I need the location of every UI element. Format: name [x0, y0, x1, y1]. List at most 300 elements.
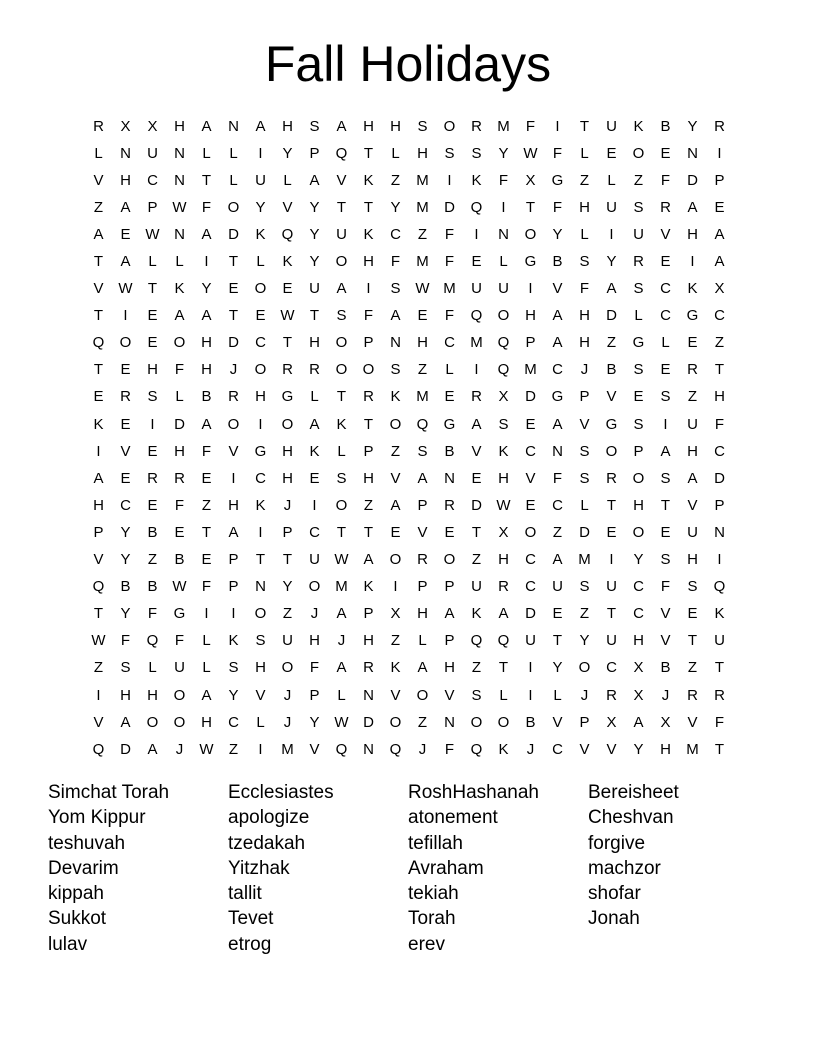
grid-letter: A [255, 117, 266, 135]
grid-letter: S [579, 578, 590, 596]
grid-letter: J [661, 686, 670, 704]
grid-letter: V [228, 442, 239, 460]
grid-letter: R [93, 117, 104, 135]
grid-letter: P [363, 605, 374, 623]
grid-letter: N [498, 225, 509, 243]
grid-letter: Y [309, 225, 320, 243]
grid-letter: A [714, 253, 725, 271]
grid-letter: M [524, 361, 537, 379]
grid-letter: X [498, 388, 509, 406]
grid-row [85, 601, 733, 628]
word-list-item: Simchat Torah [48, 782, 170, 803]
grid-letter: P [444, 578, 455, 596]
grid-row [85, 736, 733, 763]
grid-letter: D [714, 469, 725, 487]
grid-letter: Q [470, 198, 483, 216]
grid-letter: G [524, 253, 537, 271]
grid-letter: K [282, 253, 293, 271]
grid-letter: I [204, 605, 209, 623]
grid-letter: D [228, 225, 239, 243]
grid-letter: L [229, 171, 238, 189]
grid-row [85, 113, 733, 140]
grid-letter: H [282, 442, 293, 460]
grid-row [85, 492, 733, 519]
grid-letter: U [633, 225, 644, 243]
grid-row [85, 384, 733, 411]
grid-letter: R [606, 686, 617, 704]
grid-letter: L [229, 144, 238, 162]
grid-letter: O [578, 659, 591, 677]
grid-letter: E [93, 388, 104, 406]
grid-letter: W [334, 551, 349, 569]
grid-letter: B [444, 442, 455, 460]
grid-row [85, 465, 733, 492]
word-list-item: Avraham [408, 857, 484, 879]
grid-letter: R [606, 469, 617, 487]
grid-row [85, 519, 733, 546]
grid-letter: L [580, 225, 589, 243]
grid-letter: O [524, 523, 537, 541]
grid-row [85, 303, 733, 330]
grid-letter: R [120, 388, 131, 406]
grid-letter: O [254, 280, 267, 298]
grid-letter: J [310, 605, 319, 623]
grid-letter: E [120, 361, 131, 379]
grid-letter: X [714, 280, 725, 298]
grid-letter: S [390, 280, 401, 298]
grid-letter: H [363, 469, 374, 487]
grid-letter: A [471, 415, 482, 433]
grid-letter: Z [579, 171, 590, 189]
grid-letter: O [335, 334, 348, 352]
grid-letter: Q [389, 740, 402, 758]
grid-letter: E [255, 307, 266, 325]
grid-letter: A [309, 415, 320, 433]
grid-letter: H [120, 686, 131, 704]
grid-letter: Z [417, 225, 428, 243]
grid-letter: Y [579, 632, 590, 650]
grid-letter: V [390, 469, 401, 487]
grid-letter: W [172, 198, 187, 216]
grid-letter: F [714, 415, 725, 433]
grid-letter: D [120, 740, 131, 758]
grid-letter: V [309, 740, 320, 758]
grid-letter: N [444, 713, 455, 731]
grid-letter: G [551, 171, 564, 189]
grid-letter: E [714, 198, 725, 216]
grid-letter: A [201, 307, 212, 325]
grid-letter: T [498, 659, 509, 677]
grid-letter: G [443, 415, 456, 433]
grid-letter: C [660, 307, 671, 325]
grid-letter: U [282, 632, 293, 650]
grid-letter: T [201, 523, 212, 541]
grid-letter: X [633, 659, 644, 677]
grid-letter: P [147, 198, 158, 216]
grid-letter: F [444, 253, 455, 271]
grid-letter: P [714, 496, 725, 514]
grid-letter: L [175, 388, 184, 406]
grid-letter: P [525, 334, 536, 352]
grid-letter: Q [281, 225, 294, 243]
grid-letter: T [363, 198, 374, 216]
grid-letter: E [147, 442, 158, 460]
grid-letter: E [417, 307, 428, 325]
grid-letter: V [93, 280, 104, 298]
grid-letter: E [120, 415, 131, 433]
grid-letter: H [498, 469, 509, 487]
grid-letter: V [579, 740, 590, 758]
grid-letter: F [444, 740, 455, 758]
word-list-item: atonement [408, 807, 498, 829]
grid-letter: F [201, 578, 212, 596]
grid-letter: T [255, 551, 266, 569]
grid-letter: F [579, 280, 590, 298]
word-list-item: Sukkot [48, 908, 107, 930]
grid-letter: M [497, 117, 510, 135]
word-list-item: tekiah [408, 883, 459, 905]
grid-letter: O [443, 117, 456, 135]
grid-letter: J [283, 496, 292, 514]
grid-letter: O [524, 225, 537, 243]
grid-letter: P [579, 388, 590, 406]
word-list-item: RoshHashanah [408, 782, 539, 803]
grid-letter: C [525, 578, 536, 596]
grid-letter: Z [606, 334, 617, 352]
grid-letter: Q [92, 578, 105, 596]
grid-letter: I [258, 144, 263, 162]
grid-letter: I [393, 578, 398, 596]
grid-letter: S [633, 198, 644, 216]
grid-letter: Q [497, 361, 510, 379]
grid-letter: Y [552, 659, 563, 677]
grid-letter: N [714, 523, 725, 541]
grid-letter: H [525, 307, 536, 325]
grid-letter: S [633, 361, 644, 379]
grid-letter: F [363, 307, 374, 325]
grid-letter: T [660, 496, 671, 514]
grid-letter: S [660, 388, 671, 406]
grid-letter: O [119, 334, 132, 352]
grid-letter: K [363, 171, 374, 189]
grid-letter: R [228, 388, 239, 406]
grid-letter: A [120, 198, 131, 216]
grid-letter: A [417, 659, 428, 677]
grid-letter: R [471, 388, 482, 406]
grid-letter: R [444, 496, 455, 514]
grid-letter: S [471, 686, 482, 704]
grid-letter: S [255, 632, 266, 650]
grid-letter: S [633, 415, 644, 433]
grid-letter: L [175, 253, 184, 271]
grid-letter: E [633, 388, 644, 406]
grid-letter: E [606, 523, 617, 541]
grid-letter: T [606, 496, 617, 514]
grid-letter: Y [309, 713, 320, 731]
grid-letter: H [309, 632, 320, 650]
grid-letter: J [418, 740, 427, 758]
grid-letter: R [471, 117, 482, 135]
grid-letter: U [606, 198, 617, 216]
grid-letter: R [417, 551, 428, 569]
grid-letter: H [282, 117, 293, 135]
grid-letter: E [120, 225, 131, 243]
grid-letter: K [363, 225, 374, 243]
grid-letter: E [120, 469, 131, 487]
grid-letter: R [147, 469, 158, 487]
grid-letter: P [363, 334, 374, 352]
grid-letter: L [418, 632, 427, 650]
word-list-item: tzedakah [228, 832, 306, 854]
grid-letter: C [120, 496, 131, 514]
grid-letter: O [281, 415, 294, 433]
grid-letter: V [93, 713, 104, 731]
grid-letter: A [147, 740, 158, 758]
grid-letter: F [552, 469, 563, 487]
grid-letter: L [499, 686, 508, 704]
grid-letter: A [552, 551, 563, 569]
grid-letter: C [714, 442, 725, 460]
grid-letter: A [444, 605, 455, 623]
grid-letter: T [228, 253, 239, 271]
grid-letter: G [551, 388, 564, 406]
grid-letter: L [499, 253, 508, 271]
grid-letter: U [147, 144, 158, 162]
grid-letter: V [417, 523, 428, 541]
grid-letter: L [634, 307, 643, 325]
grid-letter: J [580, 686, 589, 704]
grid-letter: A [228, 523, 239, 541]
grid-letter: N [363, 686, 374, 704]
grid-letter: K [336, 415, 347, 433]
grid-letter: E [309, 469, 320, 487]
grid-letter: Y [498, 144, 509, 162]
grid-letter: K [363, 578, 374, 596]
grid-letter: H [579, 198, 590, 216]
grid-row [85, 248, 733, 275]
grid-letter: I [528, 686, 533, 704]
grid-letter: L [607, 171, 616, 189]
grid-letter: V [471, 442, 482, 460]
grid-letter: R [363, 388, 374, 406]
grid-letter: K [255, 496, 266, 514]
grid-letter: T [147, 280, 158, 298]
grid-letter: F [309, 659, 320, 677]
grid-letter: T [93, 307, 104, 325]
grid-letter: A [336, 280, 347, 298]
grid-letter: E [660, 523, 671, 541]
grid-letter: S [417, 442, 428, 460]
grid-letter: C [633, 605, 644, 623]
grid-letter: W [145, 225, 160, 243]
grid-letter: T [714, 361, 725, 379]
grid-letter: K [93, 415, 104, 433]
grid-letter: T [282, 334, 293, 352]
grid-letter: K [498, 740, 509, 758]
grid-letter: G [173, 605, 186, 623]
grid-letter: T [309, 307, 320, 325]
grid-letter: H [687, 551, 698, 569]
grid-letter: I [555, 117, 560, 135]
grid-letter: O [254, 361, 267, 379]
grid-letter: I [528, 659, 533, 677]
grid-letter: C [714, 307, 725, 325]
grid-letter: Y [309, 253, 320, 271]
grid-letter: Y [687, 117, 698, 135]
grid-letter: Y [282, 144, 293, 162]
grid-letter: H [201, 334, 212, 352]
grid-letter: G [281, 388, 294, 406]
grid-letter: A [363, 551, 374, 569]
word-list-item: Bereisheet [588, 782, 679, 803]
grid-letter: O [443, 551, 456, 569]
grid-letter: S [390, 361, 401, 379]
grid-letter: W [523, 144, 538, 162]
grid-letter: E [687, 605, 698, 623]
grid-letter: E [552, 605, 563, 623]
word-list-item: Tevet [228, 908, 274, 930]
grid-letter: F [444, 225, 455, 243]
grid-letter: T [93, 361, 104, 379]
word-list-item: Torah [408, 908, 456, 930]
grid-letter: O [389, 551, 402, 569]
grid-letter: F [390, 253, 401, 271]
grid-letter: S [633, 280, 644, 298]
grid-letter: I [123, 307, 128, 325]
grid-letter: M [281, 740, 294, 758]
grid-letter: Q [497, 632, 510, 650]
grid-letter: S [417, 117, 428, 135]
grid-letter: A [390, 307, 401, 325]
grid-row [85, 276, 733, 303]
grid-letter: H [714, 388, 725, 406]
grid-letter: C [525, 442, 536, 460]
grid-letter: D [687, 171, 698, 189]
grid-letter: B [147, 578, 158, 596]
grid-letter: Z [687, 388, 698, 406]
grid-letter: U [174, 659, 185, 677]
grid-letter: W [280, 307, 295, 325]
grid-letter: H [687, 225, 698, 243]
grid-letter: C [525, 551, 536, 569]
grid-letter: N [174, 144, 185, 162]
grid-letter: I [474, 361, 479, 379]
grid-letter: D [471, 496, 482, 514]
grid-letter: F [201, 198, 212, 216]
grid-letter: L [337, 442, 346, 460]
grid-letter: T [714, 659, 725, 677]
grid-letter: M [416, 171, 429, 189]
grid-letter: F [498, 171, 509, 189]
grid-letter: L [148, 659, 157, 677]
grid-letter: I [501, 198, 506, 216]
grid-letter: S [228, 659, 239, 677]
grid-letter: P [579, 713, 590, 731]
grid-letter: V [525, 469, 536, 487]
grid-letter: U [471, 280, 482, 298]
grid-letter: R [363, 659, 374, 677]
grid-row [85, 655, 733, 682]
grid-letter: T [363, 415, 374, 433]
grid-letter: N [174, 171, 185, 189]
grid-letter: I [231, 469, 236, 487]
word-list-item: kippah [48, 883, 104, 905]
grid-letter: P [633, 442, 644, 460]
grid-letter: P [714, 171, 725, 189]
grid-letter: F [147, 605, 158, 623]
grid-letter: O [632, 523, 645, 541]
grid-letter: S [579, 469, 590, 487]
grid-letter: L [148, 253, 157, 271]
grid-letter: A [309, 171, 320, 189]
grid-letter: P [417, 578, 428, 596]
grid-letter: X [606, 713, 617, 731]
grid-letter: V [282, 198, 293, 216]
grid-letter: Q [416, 415, 429, 433]
grid-letter: U [606, 578, 617, 596]
grid-letter: V [660, 225, 671, 243]
grid-letter: I [528, 280, 533, 298]
grid-letter: D [363, 713, 374, 731]
grid-letter: Z [471, 551, 482, 569]
grid-letter: O [497, 713, 510, 731]
grid-letter: A [93, 469, 104, 487]
grid-letter: D [606, 307, 617, 325]
grid-letter: S [660, 551, 671, 569]
grid-letter: T [552, 632, 563, 650]
grid-letter: A [336, 659, 347, 677]
word-list-item: teshuvah [48, 832, 126, 854]
grid-letter: D [579, 523, 590, 541]
grid-letter: V [687, 496, 698, 514]
grid-letter: E [444, 523, 455, 541]
grid-letter: F [174, 632, 185, 650]
grid-letter: V [552, 280, 563, 298]
grid-letter: A [552, 415, 563, 433]
grid-letter: U [336, 225, 347, 243]
grid-letter: R [660, 198, 671, 216]
grid-letter: V [336, 171, 347, 189]
grid-letter: S [498, 415, 509, 433]
grid-letter: E [660, 253, 671, 271]
grid-letter: N [687, 144, 698, 162]
grid-letter: D [228, 334, 239, 352]
grid-letter: Z [390, 632, 401, 650]
grid-letter: U [309, 551, 320, 569]
grid-letter: O [335, 496, 348, 514]
grid-letter: O [632, 144, 645, 162]
grid-letter: I [150, 415, 155, 433]
grid-letter: A [201, 117, 212, 135]
grid-letter: A [552, 307, 563, 325]
word-list-item: Yom Kippur [48, 807, 146, 829]
grid-letter: J [229, 361, 238, 379]
grid-letter: A [201, 686, 212, 704]
grid-letter: H [390, 117, 401, 135]
grid-letter: E [390, 523, 401, 541]
word-list-item: lulav [48, 933, 88, 955]
grid-letter: H [147, 361, 158, 379]
grid-letter: V [660, 605, 671, 623]
grid-letter: O [173, 713, 186, 731]
grid-letter: X [120, 117, 131, 135]
grid-letter: A [498, 605, 509, 623]
grid-letter: H [444, 659, 455, 677]
grid-letter: M [470, 334, 483, 352]
grid-letter: T [201, 171, 212, 189]
grid-row [85, 628, 733, 655]
grid-letter: S [120, 659, 131, 677]
